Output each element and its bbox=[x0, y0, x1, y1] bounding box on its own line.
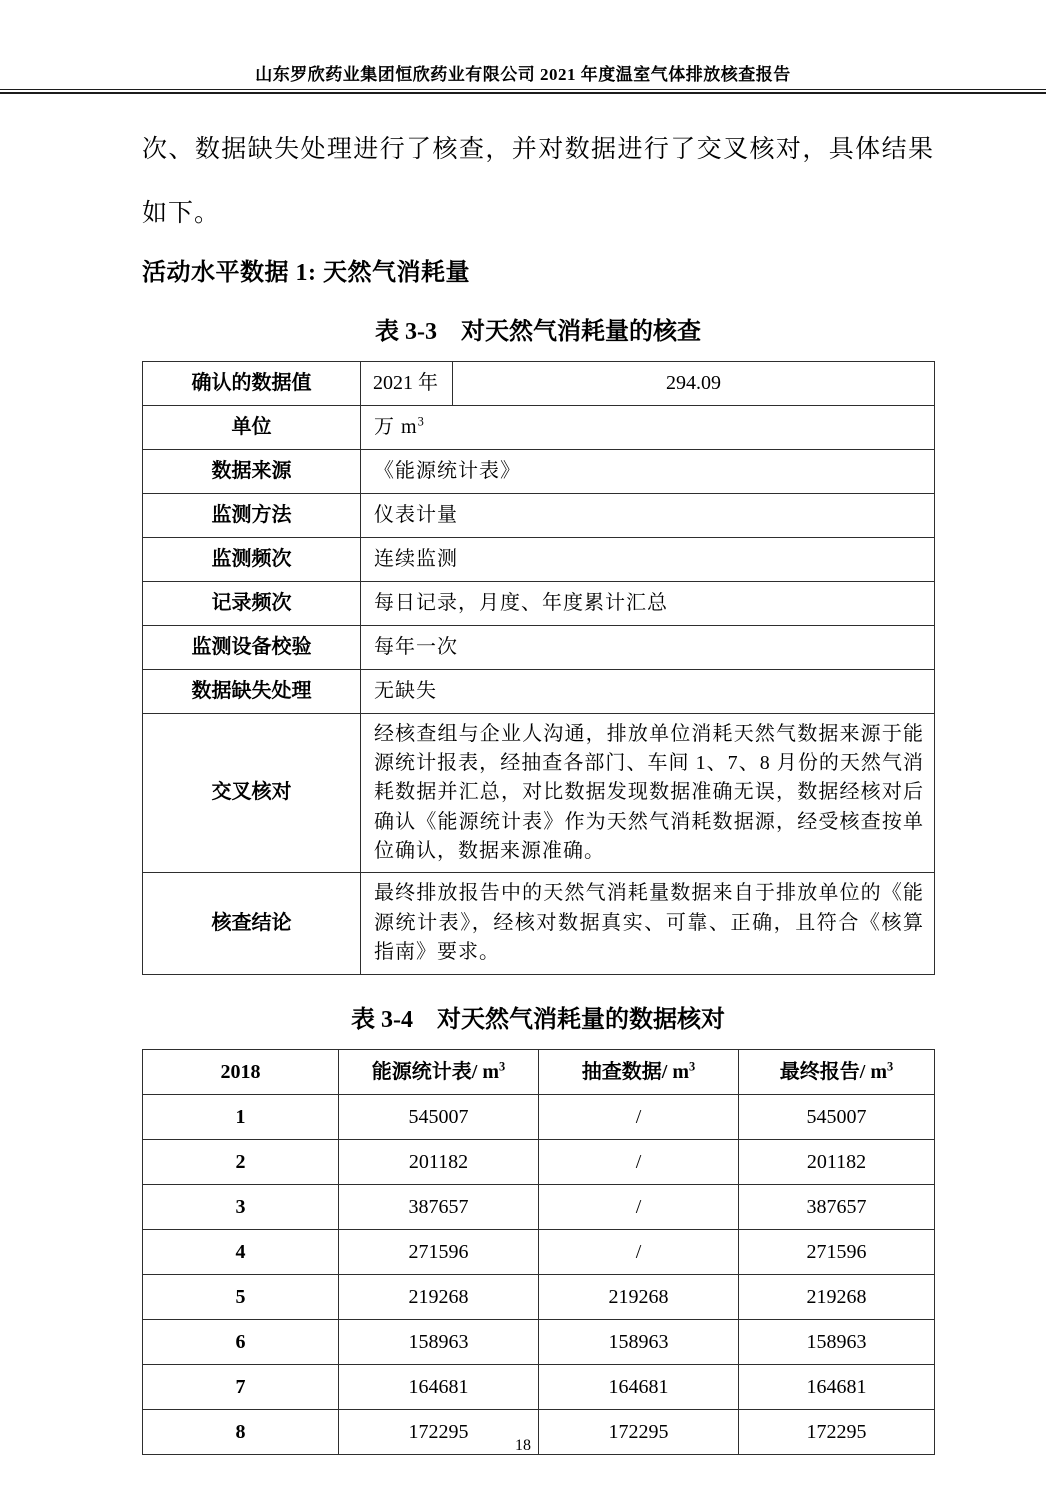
header-rule bbox=[0, 89, 1046, 94]
value-cell: 172295 bbox=[539, 1409, 739, 1454]
table-row bbox=[143, 1094, 935, 1139]
confirmed-value-cell: 294.09 bbox=[453, 361, 935, 405]
row-label: 监测设备校验 bbox=[143, 625, 361, 669]
month-cell: 7 bbox=[143, 1364, 339, 1409]
table-row bbox=[143, 1139, 935, 1184]
value-cell: 172295 bbox=[739, 1409, 935, 1454]
column-header: 最终报告/ $m^3$ bbox=[739, 1049, 935, 1094]
value-cell: / bbox=[539, 1229, 739, 1274]
row-value: 无缺失 bbox=[361, 669, 935, 713]
page-header-title: 山东罗欣药业集团恒欣药业有限公司 2021 年度温室气体排放核查报告 bbox=[255, 65, 791, 84]
month-cell: 6 bbox=[143, 1319, 339, 1364]
table-row bbox=[143, 1229, 935, 1274]
month-cell: 3 bbox=[143, 1184, 339, 1229]
month-cell: 8 bbox=[143, 1409, 339, 1454]
table-row bbox=[143, 713, 935, 873]
value-cell: 201182 bbox=[739, 1139, 935, 1184]
value-cell: 545007 bbox=[339, 1094, 539, 1139]
row-label: 单位 bbox=[143, 405, 361, 449]
row-label: 交叉核对 bbox=[143, 713, 361, 873]
row-value: 经核查组与企业人沟通，排放单位消耗天然气数据来源于能源统计报表，经抽查各部门、车间 1、7、8 月份的天然气消耗数据并汇总，对比数据发现数据准确无误，数据经核对后确认《能源统计表》作为天然气消耗数据源，经受核查按单位确认，数据来源准确。 bbox=[361, 713, 935, 873]
row-label: 核查结论 bbox=[143, 873, 361, 974]
value-cell: 158963 bbox=[739, 1319, 935, 1364]
value-cell: 164681 bbox=[339, 1364, 539, 1409]
row-value: 最终排放报告中的天然气消耗量数据来自于排放单位的《能源统计表》，经核对数据真实、可靠、正确，且符合《核算指南》要求。 bbox=[361, 873, 935, 974]
table-row bbox=[143, 873, 935, 974]
table33-caption: 表 3-3 对天然气消耗量的核查 bbox=[375, 318, 701, 345]
row-value: 连续监测 bbox=[361, 537, 935, 581]
table-row bbox=[143, 625, 935, 669]
value-cell: 271596 bbox=[339, 1229, 539, 1274]
value-cell: 158963 bbox=[339, 1319, 539, 1364]
table-3-4 bbox=[142, 1049, 935, 1455]
table-row bbox=[143, 449, 935, 493]
table-row bbox=[143, 361, 935, 405]
superscript: 3 bbox=[887, 1058, 894, 1073]
table-row bbox=[143, 493, 935, 537]
year-cell: 2021 年 bbox=[361, 361, 453, 405]
value-cell: 387657 bbox=[339, 1184, 539, 1229]
row-value: 《能源统计表》 bbox=[361, 449, 935, 493]
column-header: 2018 bbox=[143, 1049, 339, 1094]
value-cell: 164681 bbox=[739, 1364, 935, 1409]
table34-caption: 表 3-4 对天然气消耗量的数据核对 bbox=[351, 1006, 725, 1033]
value-cell: 158963 bbox=[539, 1319, 739, 1364]
row-label: 数据来源 bbox=[143, 449, 361, 493]
row-label: 记录频次 bbox=[143, 581, 361, 625]
value-cell: 545007 bbox=[739, 1094, 935, 1139]
table-row bbox=[143, 537, 935, 581]
value-cell: 164681 bbox=[539, 1364, 739, 1409]
value-cell: 271596 bbox=[739, 1229, 935, 1274]
superscript: 3 bbox=[689, 1058, 696, 1073]
month-cell: 5 bbox=[143, 1274, 339, 1319]
section-heading: 活动水平数据 1: 天然气消耗量 bbox=[142, 259, 470, 286]
row-label: 监测方法 bbox=[143, 493, 361, 537]
table-row bbox=[143, 669, 935, 713]
row-label: 监测频次 bbox=[143, 537, 361, 581]
row-value: 每日记录，月度、年度累计汇总 bbox=[361, 581, 935, 625]
month-cell: 2 bbox=[143, 1139, 339, 1184]
table-row bbox=[143, 1184, 935, 1229]
table-row bbox=[143, 405, 935, 449]
body-paragraph: 次、数据缺失处理进行了核查，并对数据进行了交叉核对，具体结果如下。 bbox=[142, 136, 934, 227]
table-row bbox=[143, 1319, 935, 1364]
table-row bbox=[143, 1364, 935, 1409]
column-header: 抽查数据/ $m^3$ bbox=[539, 1049, 739, 1094]
table-3-3 bbox=[142, 361, 935, 975]
page-number: 18 bbox=[515, 1437, 531, 1454]
value-cell: 219268 bbox=[339, 1274, 539, 1319]
row-label: 确认的数据值 bbox=[143, 361, 361, 405]
column-header: 能源统计表/ $m^3$ bbox=[339, 1049, 539, 1094]
value-cell: 387657 bbox=[739, 1184, 935, 1229]
table-row bbox=[143, 581, 935, 625]
value-cell: 201182 bbox=[339, 1139, 539, 1184]
value-cell: / bbox=[539, 1184, 739, 1229]
page-content bbox=[142, 118, 934, 1455]
value-cell: / bbox=[539, 1094, 739, 1139]
table-row bbox=[143, 1274, 935, 1319]
row-value: 万 $m^3$ bbox=[361, 405, 935, 449]
superscript: 3 bbox=[499, 1058, 506, 1073]
table-header-row bbox=[143, 1049, 935, 1094]
row-value: 仪表计量 bbox=[361, 493, 935, 537]
row-value: 每年一次 bbox=[361, 625, 935, 669]
value-cell: 219268 bbox=[739, 1274, 935, 1319]
value-cell: / bbox=[539, 1139, 739, 1184]
month-cell: 1 bbox=[143, 1094, 339, 1139]
value-cell: 219268 bbox=[539, 1274, 739, 1319]
row-label: 数据缺失处理 bbox=[143, 669, 361, 713]
month-cell: 4 bbox=[143, 1229, 339, 1274]
superscript: 3 bbox=[417, 413, 425, 428]
value-cell: 172295 bbox=[339, 1409, 539, 1454]
